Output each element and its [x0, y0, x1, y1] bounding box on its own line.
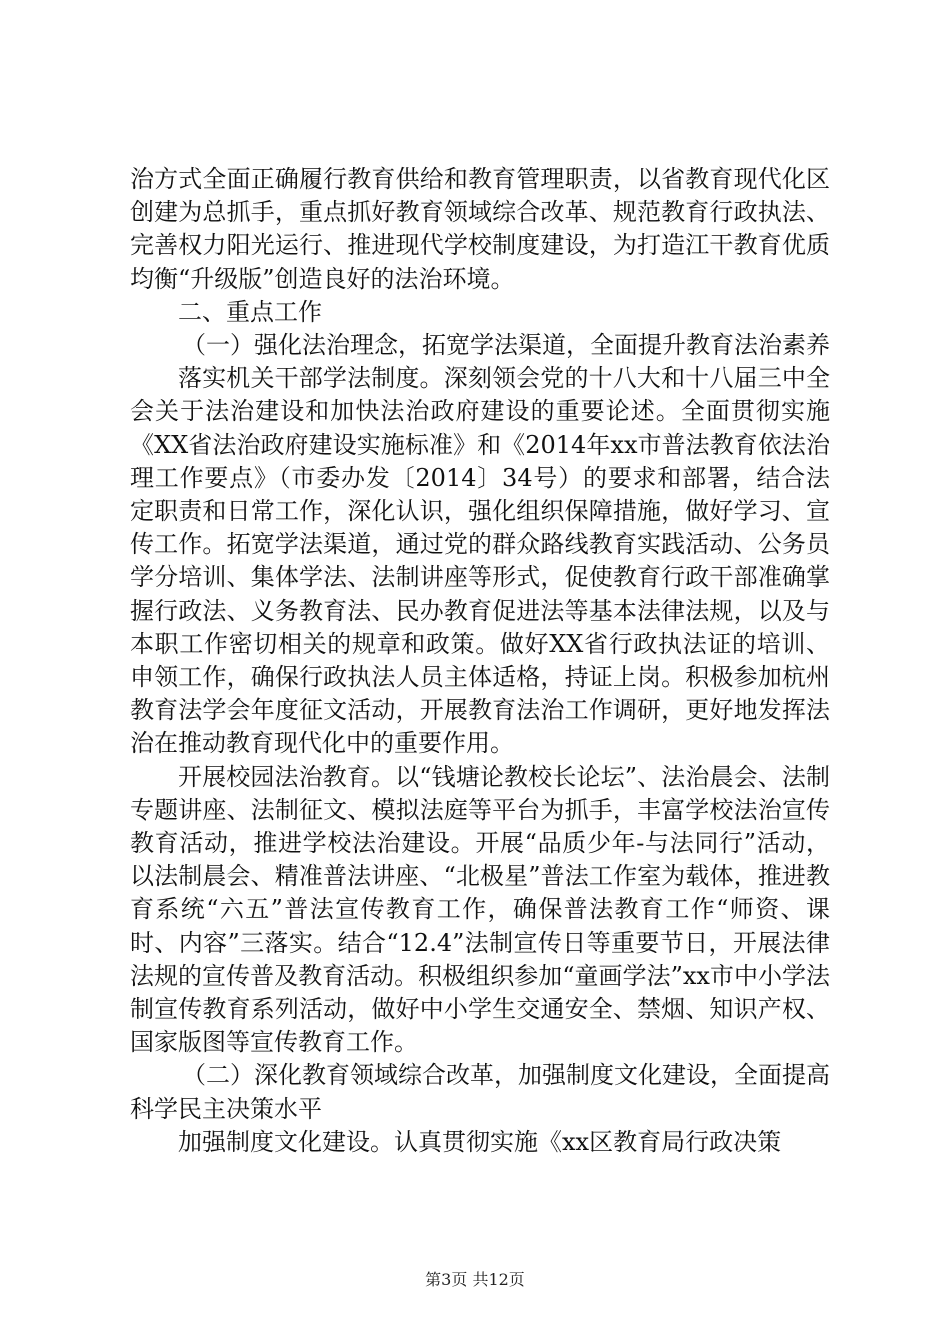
paragraph-continuation: 治方式全面正确履行教育供给和教育管理职责，以省教育现代化区创建为总抓手，重点抓好教育领域综合改革、规范教育行政执法、完善权力阳光运行、推进现代学校制度建设，为打造江干教育优质均衡“升级版”创造良好的法治环境。	[130, 165, 830, 293]
subsection-heading-2: （二）深化教育领域综合改革，加强制度文化建设，全面提高科学民主决策水平	[130, 1061, 830, 1123]
section-heading: 二、重点工作	[178, 297, 322, 326]
document-body	[130, 163, 830, 1159]
paragraph-institution-building: 加强制度文化建设。认真贯彻实施《xx区教育局行政决策	[178, 1127, 782, 1156]
subsection-heading-1: （一）强化法治理念，拓宽学法渠道，全面提升教育法治素养	[182, 331, 830, 360]
page-footer: 第3页 共12页	[425, 1270, 525, 1289]
paragraph-campus-law-education: 开展校园法治教育。以“钱塘论教校长论坛”、法治晨会、法制专题讲座、法制征文、模拟法庭等平台为抓手，丰富学校法治宣传教育活动，推进学校法治建设。开展“品质少年-与法同行”活动，以法制晨会、精准普法讲座、“北极星”普法工作室为载体，推进教育系统“六五”普法宣传教育工作，确保普法教育工作“师资、课时、内容”三落实。结合“12.4”法制宣传日等重要节日，开展法律法规的宣传普及教育活动。积极组织参加“童画学法”xx市中小学法制宣传教育系列活动，做好中小学生交通安全、禁烟、知识产权、国家版图等宣传教育工作。	[130, 762, 830, 1057]
paragraph-study-law: 落实机关干部学法制度。深刻领会党的十八大和十八届三中全会关于法治建设和加快法治政府建设的重要论述。全面贯彻实施《XX省法治政府建设实施标准》和《2014年xx市普法教育依法治理工作要点》（市委办发〔2014〕34号）的要求和部署，结合法定职责和日常工作，深化认识，强化组织保障措施，做好学习、宣传工作。拓宽学法渠道，通过党的群众路线教育实践活动、公务员学分培训、集体学法、法制讲座等形式，促使教育行政干部准确掌握行政法、义务教育法、民办教育促进法等基本法律法规，以及与本职工作密切相关的规章和政策。做好XX省行政执法证的培训、申领工作，确保行政执法人员主体适格，持证上岗。积极参加杭州教育法学会年度征文活动，开展教育法治工作调研，更好地发挥法治在推动教育现代化中的重要作用。	[130, 364, 830, 758]
